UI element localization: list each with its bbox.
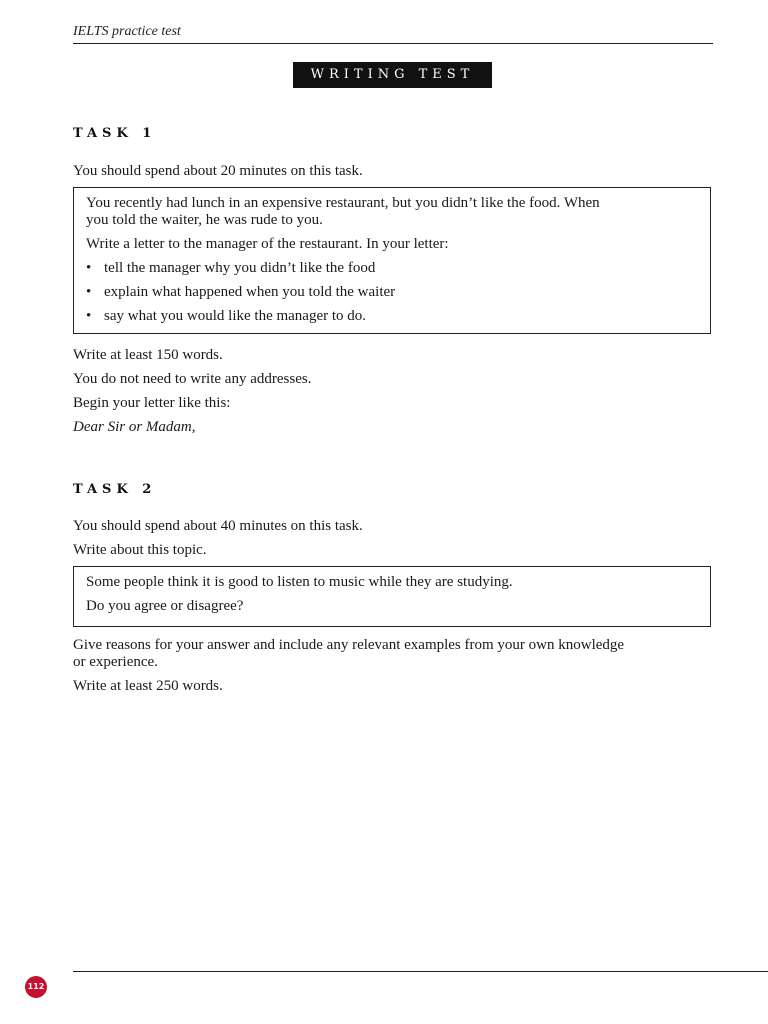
header-rule (73, 43, 713, 44)
footer-rule (73, 971, 768, 972)
task1-addresses-note: You do not need to write any addresses. (73, 371, 312, 387)
bullet-icon: • (86, 284, 92, 300)
bullet-icon: • (86, 260, 92, 276)
task1-time-instruction: You should spend about 20 minutes on this task. (73, 163, 363, 179)
task2-reasons-line1: Give reasons for your answer and include any relevant examples from your own knowledge (73, 637, 625, 653)
bullet-icon: • (86, 308, 92, 324)
task1-prompt-intro: Write a letter to the manager of the restaurant. In your letter: (86, 236, 449, 252)
task2-topic-intro: Write about this topic. (73, 542, 207, 558)
bullet-text: explain what happened when you told the waiter (104, 284, 396, 300)
task1-begin-note: Begin your letter like this: (73, 395, 231, 411)
task1-prompt-box (73, 187, 711, 334)
task1-word-count: Write at least 150 words. (73, 347, 223, 363)
task2-heading: TASK 2 (73, 482, 157, 497)
task2-prompt-line1: Some people think it is good to listen to music while they are studying. (86, 574, 513, 590)
task2-prompt-box (73, 566, 711, 627)
task1-prompt-line1: You recently had lunch in an expensive restaurant, but you didn’t like the food. When (86, 195, 600, 211)
task2-word-count: Write at least 250 words. (73, 678, 223, 694)
task2-time-instruction: You should spend about 40 minutes on this task. (73, 518, 363, 534)
task1-salutation: Dear Sir or Madam, (73, 419, 196, 435)
section-title-banner: WRITING TEST (293, 62, 492, 88)
task2-prompt-line2: Do you agree or disagree? (86, 598, 244, 614)
task1-heading: TASK 1 (73, 126, 157, 141)
task2-reasons-line2: or experience. (73, 654, 158, 670)
task1-prompt-line2: you told the waiter, he was rude to you. (86, 212, 323, 228)
page-number-badge: 112 (25, 976, 47, 998)
bullet-text: tell the manager why you didn’t like the food (104, 260, 376, 276)
running-head: IELTS practice test (73, 24, 181, 39)
bullet-text: say what you would like the manager to do. (104, 308, 367, 324)
